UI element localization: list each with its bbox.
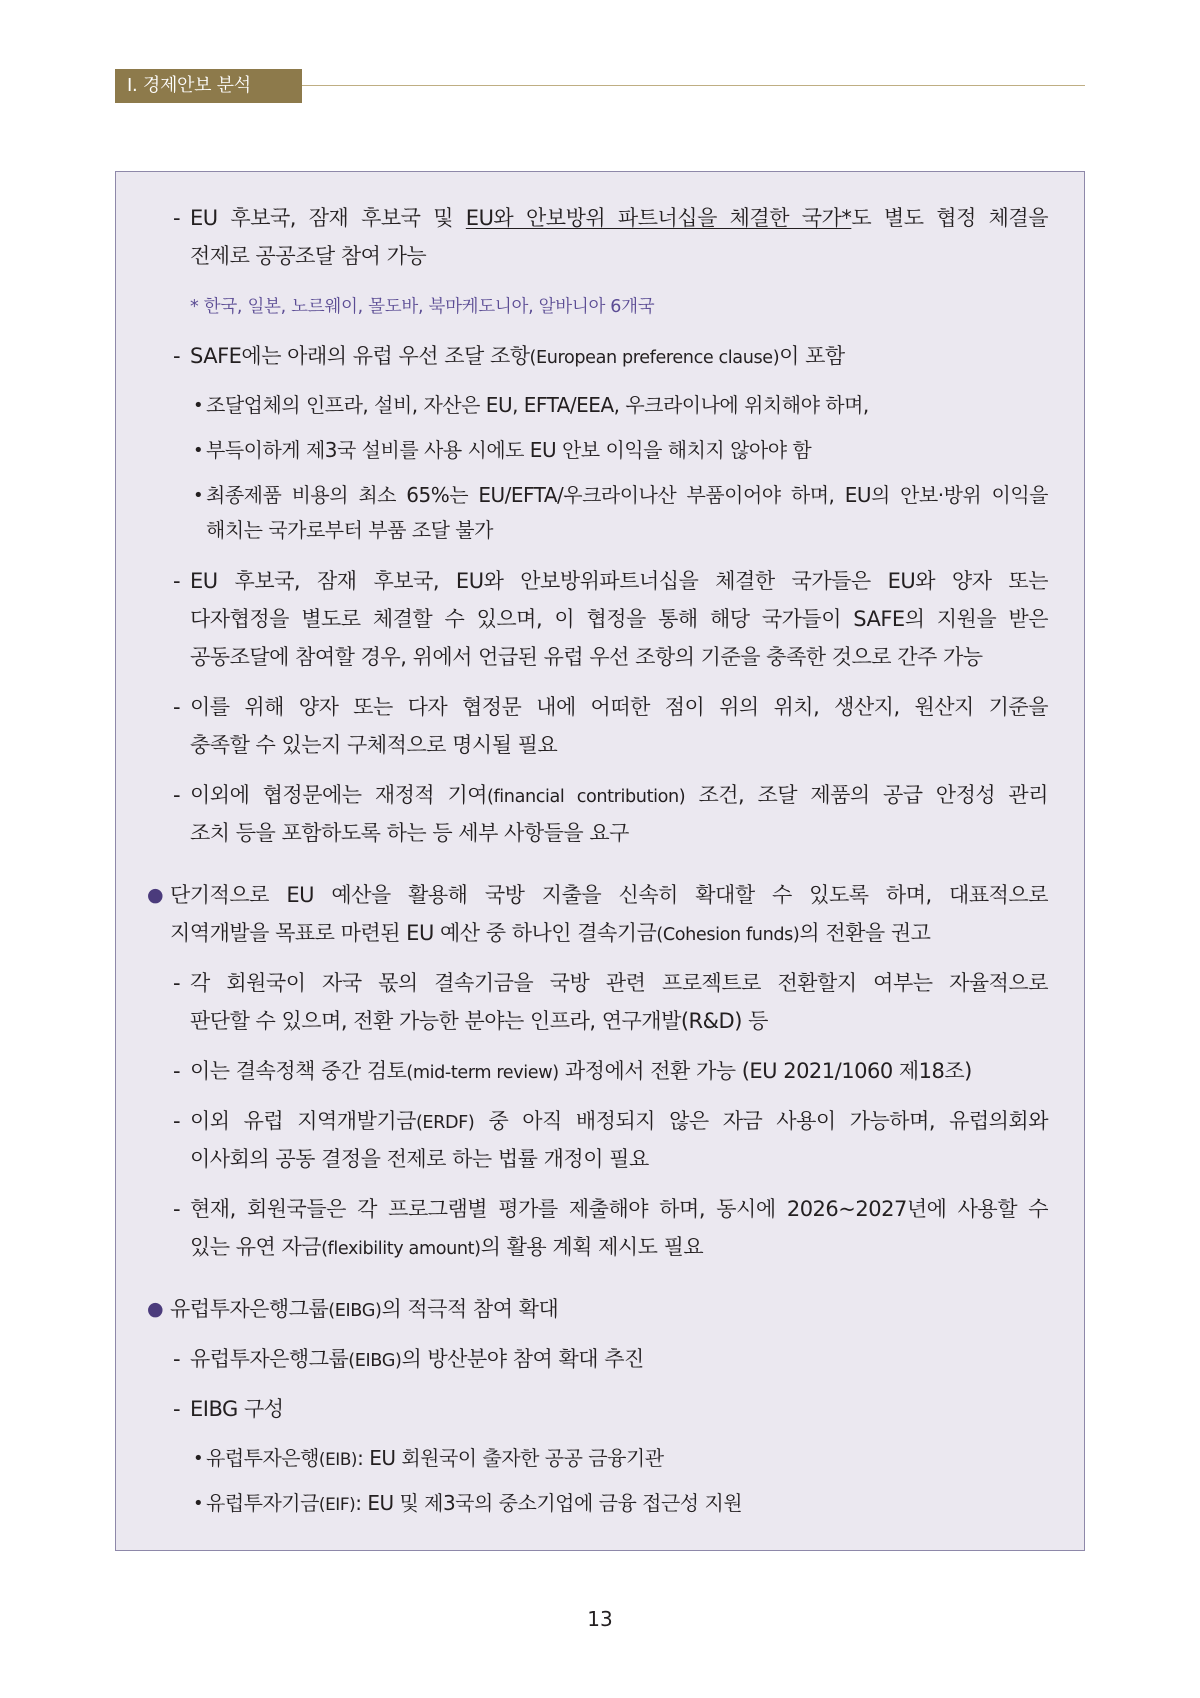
text-segment: 과정에서 전환 가능 (EU 2021/1060 제18조) — [558, 1059, 972, 1083]
text-line — [206, 388, 1048, 423]
bullet-dot-icon: • — [193, 1448, 204, 1469]
text-line — [190, 1190, 1048, 1228]
text-line — [190, 1390, 1048, 1428]
text-segment: 의 방산분야 참여 확대 추진 — [401, 1347, 644, 1371]
text-line — [190, 337, 1048, 375]
text-segment: 전제로 공공조달 참여 가능 — [190, 244, 427, 268]
dash-item — [116, 562, 1084, 676]
text-line — [190, 688, 1048, 726]
text-line — [190, 237, 1048, 275]
dash-item — [116, 688, 1084, 764]
text-segment: SAFE에는 아래의 유럽 우선 조달 조항 — [190, 344, 530, 368]
text-segment: 이외에 협정문에는 재정적 기여 — [190, 783, 488, 807]
text-line — [190, 199, 1048, 237]
main-bullet-item — [116, 876, 1084, 952]
text-segment: 유럽투자은행그룹 — [170, 1297, 329, 1321]
sub-bullet-item — [116, 433, 1084, 468]
text-line — [190, 1140, 1048, 1178]
text-segment: 이를 위해 양자 또는 다자 협정문 내에 어떠한 점이 위의 위치, 생산지, 원산지 기준을 — [190, 695, 1048, 719]
section-tag: Ⅰ. 경제안보 분석 — [115, 69, 302, 103]
text-segment: 이는 결속정책 중간 검토 — [190, 1059, 407, 1083]
text-line — [190, 638, 1048, 676]
text-segment: 현재, 회원국들은 각 프로그램별 평가를 제출해야 하며, 동시에 2026~2027년에 사용할 수 — [190, 1197, 1048, 1221]
footnote-item — [116, 288, 1084, 326]
text-line — [170, 1290, 1048, 1328]
text-segment: : EU 회원국이 출자한 공공 금융기관 — [357, 1446, 664, 1470]
text-line — [206, 478, 1048, 513]
bullet-dot-icon: • — [193, 1493, 204, 1514]
text-segment: 의 활용 계획 제시도 필요 — [480, 1235, 704, 1259]
parenthetical-term: (flexibility amount) — [321, 1239, 481, 1259]
bullet-dot-icon: • — [193, 395, 204, 416]
dash-item — [116, 1390, 1084, 1428]
text-line — [190, 1228, 1048, 1266]
text-segment: 각 회원국이 자국 몫의 결속기금을 국방 관련 프로젝트로 전환할지 여부는 자율적으로 — [190, 971, 1048, 995]
dash-item — [116, 1052, 1084, 1090]
dash-item — [116, 337, 1084, 375]
circle-bullet-icon: ● — [147, 884, 164, 906]
text-segment: 단기적으로 EU 예산을 활용해 국방 지출을 신속히 확대할 수 있도록 하며, 대표적으로 — [170, 883, 1048, 907]
text-line — [170, 914, 1048, 952]
text-segment: : EU 및 제3국의 중소기업에 금융 접근성 지원 — [355, 1491, 743, 1515]
text-segment: 최종제품 비용의 최소 65%는 EU/EFTA/우크라이나산 부품이어야 하며, EU의 안보·방위 이익을 — [206, 483, 1048, 507]
sub-bullet-item — [116, 1441, 1084, 1476]
text-line — [190, 1052, 1048, 1090]
header-divider — [302, 85, 1085, 86]
main-bullet-item — [116, 1290, 1084, 1328]
text-line — [190, 600, 1048, 638]
text-segment: 다자협정을 별도로 체결할 수 있으며, 이 협정을 통해 해당 국가들이 SAFE의 지원을 받은 — [190, 607, 1048, 631]
dash-marker: - — [173, 1397, 181, 1421]
text-segment: 공동조달에 참여할 경우, 위에서 언급된 유럽 우선 조항의 기준을 충족한 것으로 간주 가능 — [190, 645, 983, 669]
text-line — [206, 1441, 1048, 1476]
text-line — [206, 433, 1048, 468]
dash-marker: - — [173, 1347, 181, 1371]
text-segment: 유럽투자은행그룹 — [190, 1347, 349, 1371]
text-segment: 도 별도 협정 체결을 — [851, 206, 1048, 230]
text-line — [190, 776, 1048, 814]
text-segment: 충족할 수 있는지 구체적으로 명시될 필요 — [190, 733, 558, 757]
dash-item — [116, 964, 1084, 1040]
text-segment: 해치는 국가로부터 부품 조달 불가 — [206, 518, 493, 542]
text-line — [190, 1340, 1048, 1378]
bullet-dot-icon: • — [193, 440, 204, 461]
text-segment: 조달업체의 인프라, 설비, 자산은 EU, EFTA/EEA, 우크라이나에 위치해야 하며, — [206, 393, 869, 417]
text-segment: 이 포함 — [779, 344, 845, 368]
text-line — [190, 288, 1048, 326]
page-number: 13 — [587, 1607, 613, 1631]
text-segment: * 한국, 일본, 노르웨이, 몰도바, 북마케도니아, 알바니아 6개국 — [190, 297, 655, 317]
dash-item — [116, 1340, 1084, 1378]
parenthetical-term: (European preference clause) — [529, 348, 780, 368]
text-segment: 부득이하게 제3국 설비를 사용 시에도 EU 안보 이익을 해치지 않아야 함 — [206, 438, 812, 462]
text-line — [190, 562, 1048, 600]
dash-marker: - — [173, 569, 181, 593]
text-segment: EU 후보국, 잠재 후보국, EU와 안보방위파트너십을 체결한 국가들은 EU와 양자 또는 — [190, 569, 1048, 593]
text-line — [206, 1486, 1048, 1521]
dash-marker: - — [173, 1109, 181, 1133]
sub-bullet-item — [116, 388, 1084, 423]
dash-marker: - — [173, 971, 181, 995]
dash-marker: - — [173, 344, 181, 368]
text-segment: 의 전환을 권고 — [799, 921, 931, 945]
text-line — [190, 814, 1048, 852]
dash-marker: - — [173, 695, 181, 719]
parenthetical-term: (EIF) — [318, 1494, 356, 1514]
dash-item — [116, 776, 1084, 852]
text-line — [190, 726, 1048, 764]
dash-marker: - — [173, 783, 181, 807]
text-segment: 판단할 수 있으며, 전환 가능한 분야는 인프라, 연구개발(R&D) 등 — [190, 1009, 768, 1033]
sub-bullet-item — [116, 1486, 1084, 1521]
text-segment: 중 아직 배정되지 않은 자금 사용이 가능하며, 유럽의회와 — [474, 1109, 1048, 1133]
text-line — [190, 1102, 1048, 1140]
parenthetical-term: (ERDF) — [415, 1113, 475, 1133]
dash-marker: - — [173, 206, 181, 230]
text-line — [170, 876, 1048, 914]
text-segment: 의 적극적 참여 확대 — [381, 1297, 559, 1321]
text-segment: 유럽투자은행 — [206, 1446, 319, 1470]
text-line — [206, 513, 1048, 548]
dash-marker: - — [173, 1059, 181, 1083]
sub-bullet-item — [116, 478, 1084, 548]
text-segment: EIBG 구성 — [190, 1397, 284, 1421]
parenthetical-term: (mid-term review) — [406, 1063, 559, 1083]
text-segment: 지역개발을 목표로 마련된 EU 예산 중 하나인 결속기금 — [170, 921, 657, 945]
parenthetical-term: (Cohesion funds) — [656, 925, 800, 945]
bullet-dot-icon: • — [193, 485, 204, 506]
text-segment: 있는 유연 자금 — [190, 1235, 322, 1259]
text-segment: EU 후보국, 잠재 후보국 및 — [190, 206, 466, 230]
text-segment: 이외 유럽 지역개발기금 — [190, 1109, 416, 1133]
text-line — [190, 964, 1048, 1002]
content-box — [115, 171, 1085, 1551]
circle-bullet-icon: ● — [147, 1298, 164, 1320]
parenthetical-term: (EIBG) — [328, 1301, 382, 1321]
text-segment: 유럽투자기금 — [206, 1491, 319, 1515]
text-segment: 조건, 조달 제품의 공급 안정성 관리 — [685, 783, 1048, 807]
underlined-text: EU와 안보방위 파트너십을 체결한 국가* — [465, 206, 852, 230]
dash-marker: - — [173, 1197, 181, 1221]
dash-item — [116, 1190, 1084, 1266]
text-segment: 이사회의 공동 결정을 전제로 하는 법률 개정이 필요 — [190, 1147, 649, 1171]
parenthetical-term: (EIB) — [318, 1449, 358, 1469]
dash-item — [116, 1102, 1084, 1178]
text-line — [190, 1002, 1048, 1040]
parenthetical-term: (financial contribution) — [487, 787, 686, 807]
parenthetical-term: (EIBG) — [348, 1351, 402, 1371]
dash-item — [116, 199, 1084, 275]
text-segment: 조치 등을 포함하도록 하는 등 세부 사항들을 요구 — [190, 821, 629, 845]
